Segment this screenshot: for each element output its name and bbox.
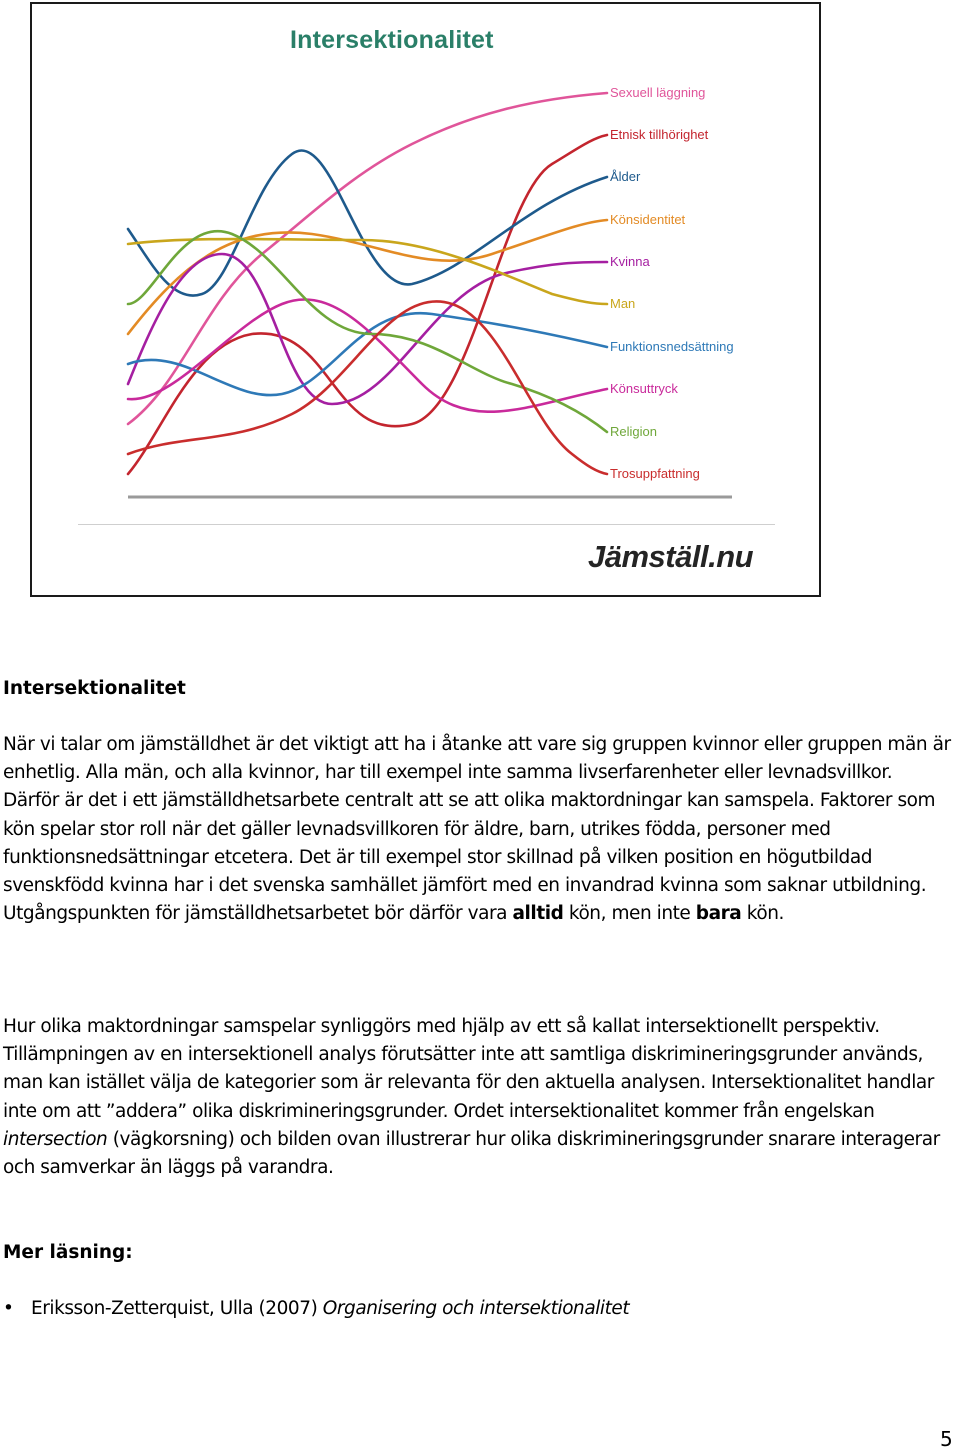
slide-frame	[30, 2, 821, 597]
paragraph-2-text-b: (vägkorsning) och bilden ovan illustrerar hur olika diskrimineringsgrunder snarare interagerar och samverkar än läggs på varandra.	[3, 1128, 940, 1179]
legend-label-1: Sexuell läggning	[610, 85, 706, 100]
slide-title: Intersektionalitet	[290, 26, 494, 54]
curve-2	[128, 135, 607, 474]
page-number: 5	[940, 1427, 953, 1451]
section-heading: Intersektionalitet	[3, 678, 186, 699]
legend-label-3: Ålder	[610, 169, 641, 184]
reading-entry	[31, 1295, 629, 1323]
further-reading-heading: Mer läsning:	[3, 1242, 133, 1263]
curve-8	[128, 299, 607, 411]
paragraph-1	[3, 731, 953, 928]
reading-list	[3, 1295, 953, 1323]
paragraph-1-text-b: kön, men inte	[563, 903, 696, 925]
paragraph-1-text-a: När vi talar om jämställdhet är det viktigt att ha i åtanke att vare sig gruppen kvinnor eller gruppen män är enhetlig. Alla män, och alla kvinnor, har till exempel inte samma livserfarenheter eller levnadsvillkor. Därför är det i ett jämställdhetsarbete centralt att se att olika maktordningar kan samspela. Faktorer som kön spelar stor roll när det gäller levnadsvillkoren för äldre, barn, utrikes födda, personer med funktionsnedsättningar etcetera. Det är till exempel stor skillnad på vilken position en högutbildad svenskfödd kvinna har i det svenska samhället jämfört med en invandrad kvinna som saknar utbildning. Utgångspunkten för jämställdhetsarbetet bör därför vara	[3, 734, 951, 925]
legend-label-4: Könsidentitet	[610, 212, 686, 227]
paragraph-1-bold-only: bara	[695, 903, 742, 925]
curve-10	[128, 301, 607, 474]
paragraph-1-text-c: kön.	[741, 903, 784, 925]
legend-label-6: Man	[610, 296, 636, 311]
curve-1	[128, 93, 607, 424]
reading-list-item	[3, 1295, 953, 1323]
legend-label-8: Könsuttryck	[610, 381, 678, 396]
legend-label-7: Funktionsnedsättning	[610, 339, 734, 354]
curve-7	[128, 313, 607, 395]
intersectionality-diagram	[32, 4, 819, 595]
legend-label-9: Religion	[610, 424, 657, 439]
paragraph-1-bold-always: alltid	[512, 903, 564, 925]
legend-label-5: Kvinna	[610, 254, 650, 269]
reading-author: Eriksson-Zetterquist, Ulla (2007)	[31, 1298, 323, 1319]
curve-3	[128, 150, 607, 295]
paragraph-2-italic-term: intersection	[3, 1128, 108, 1150]
slide-divider	[78, 524, 775, 525]
legend-label-10: Trosuppfattning	[610, 466, 700, 481]
reading-title: Organisering och intersektionalitet	[322, 1298, 630, 1319]
bullet: •	[3, 1298, 14, 1319]
brand-logo: Jämställ.nu	[588, 539, 754, 574]
paragraph-2-text-a: Hur olika maktordningar samspelar synliggörs med hjälp av ett så kallat intersektionellt perspektiv. Tillämpningen av en intersektionell analys förutsätter inte att samtliga diskrimineringsgrunder används, man kan istället välja de kategorier som är relevanta för den aktuella analysen. Intersektionalitet handlar inte om att ”addera” olika diskrimineringsgrunder. Ordet intersektionalitet kommer från engelskan	[3, 1016, 934, 1122]
paragraph-2	[3, 1013, 953, 1182]
legend-label-2: Etnisk tillhörighet	[610, 127, 709, 142]
curve-4	[128, 220, 607, 334]
